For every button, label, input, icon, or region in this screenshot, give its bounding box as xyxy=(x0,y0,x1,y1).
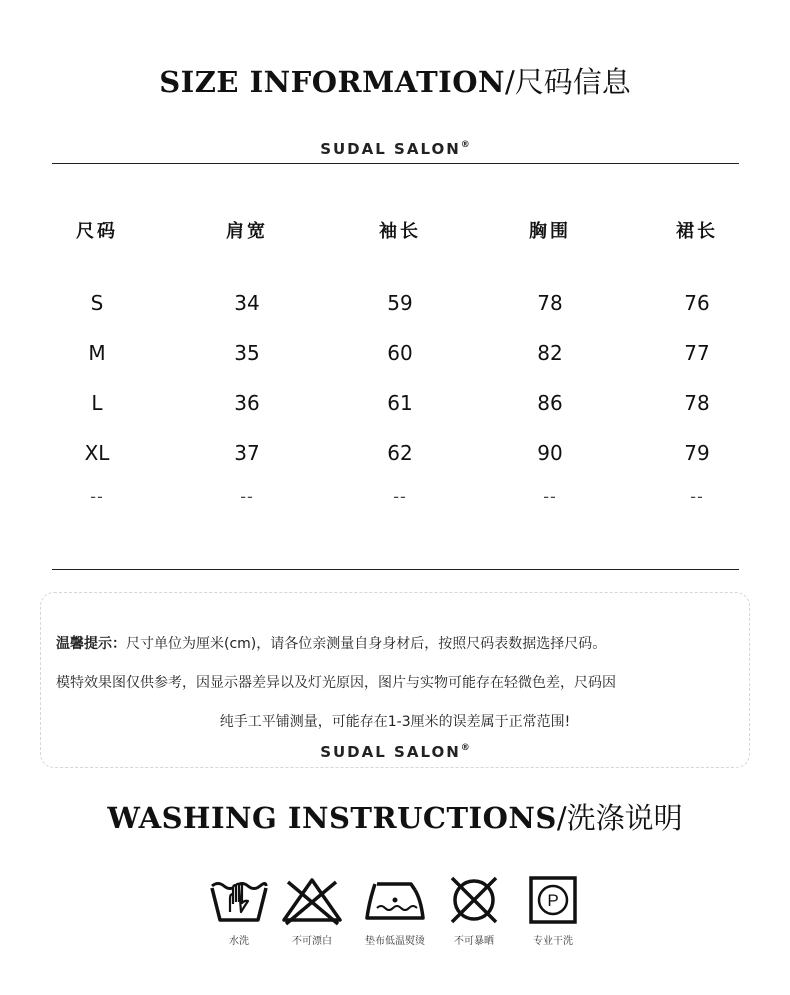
table-cell: 35 xyxy=(234,341,260,365)
table-cell: 76 xyxy=(684,291,710,315)
table-cell: -- xyxy=(543,487,557,506)
care-label: 不可漂白 xyxy=(292,936,332,947)
size-label-cell: M xyxy=(88,341,106,365)
column-header: 尺码 xyxy=(76,221,118,242)
size-label-cell: S xyxy=(90,291,104,315)
size-title-cn: /尺码信息 xyxy=(505,65,631,99)
notice-label: 温馨提示： xyxy=(56,636,126,652)
low-iron-icon xyxy=(363,874,427,926)
table-cell: 78 xyxy=(684,391,710,415)
table-cell: 86 xyxy=(537,391,563,415)
wash-title-en: WASHING INSTRUCTIONS xyxy=(107,801,557,835)
column-header: 肩宽 xyxy=(226,221,268,242)
table-cell: 60 xyxy=(387,341,413,365)
care-label: 垫布低温熨烫 xyxy=(365,936,425,947)
table-cell: 78 xyxy=(537,291,563,315)
notice-line-3: 纯手工平铺测量，可能存在1-3厘米的误差属于正常范围! xyxy=(219,714,571,730)
brand-logo-bottom xyxy=(0,743,790,761)
table-cell: -- xyxy=(240,487,254,506)
registered-mark: ® xyxy=(460,743,470,753)
notice-line-2: 模特效果图仅供参考，因显示器差异以及灯光原因，图片与实物可能存在轻微色差，尺码因 xyxy=(56,675,616,691)
care-label: 水洗 xyxy=(229,936,249,947)
table-cell: 59 xyxy=(387,291,413,315)
size-label-cell: XL xyxy=(84,441,110,465)
care-item-hand-wash xyxy=(206,874,272,947)
size-label-cell: L xyxy=(91,391,103,415)
care-item-no-sun xyxy=(441,874,507,947)
registered-mark: ® xyxy=(460,140,470,150)
brand-logo-top xyxy=(0,140,790,158)
notice-line-1 xyxy=(56,633,606,653)
dry-clean-icon xyxy=(525,874,581,926)
brand-name: SUDAL SALON xyxy=(320,140,461,158)
care-label: 不可暴晒 xyxy=(454,936,494,947)
column-header: 裙长 xyxy=(676,221,718,242)
size-label-cell: -- xyxy=(90,487,104,506)
care-item-dry-clean xyxy=(520,874,586,947)
washing-instructions-title xyxy=(0,796,790,837)
table-cell: -- xyxy=(690,487,704,506)
table-cell: 77 xyxy=(684,341,710,365)
notice-text-1: 尺寸单位为厘米(cm)，请各位亲测量自身身材后，按照尺码表数据选择尺码。 xyxy=(126,636,607,652)
size-information-title xyxy=(0,60,790,101)
divider-bottom xyxy=(52,569,739,570)
table-cell: 90 xyxy=(537,441,563,465)
table-cell: -- xyxy=(393,487,407,506)
table-cell: 34 xyxy=(234,291,260,315)
brand-name: SUDAL SALON xyxy=(320,743,461,761)
care-item-low-iron xyxy=(362,874,428,947)
svg-text:P: P xyxy=(547,891,559,910)
no-tumble-dry-icon xyxy=(446,874,502,926)
column-header: 袖长 xyxy=(379,221,421,242)
care-label: 专业干洗 xyxy=(533,936,573,947)
care-item-no-bleach xyxy=(279,874,345,947)
divider-top xyxy=(52,163,739,164)
table-cell: 37 xyxy=(234,441,260,465)
column-header: 胸围 xyxy=(529,221,571,242)
no-bleach-icon xyxy=(280,874,344,926)
wash-title-cn: /洗涤说明 xyxy=(556,801,683,835)
size-title-en: SIZE INFORMATION xyxy=(159,65,506,99)
table-cell: 82 xyxy=(537,341,563,365)
table-cell: 79 xyxy=(684,441,710,465)
table-cell: 36 xyxy=(234,391,260,415)
table-cell: 61 xyxy=(387,391,413,415)
hand-wash-icon xyxy=(208,874,270,926)
table-cell: 62 xyxy=(387,441,413,465)
